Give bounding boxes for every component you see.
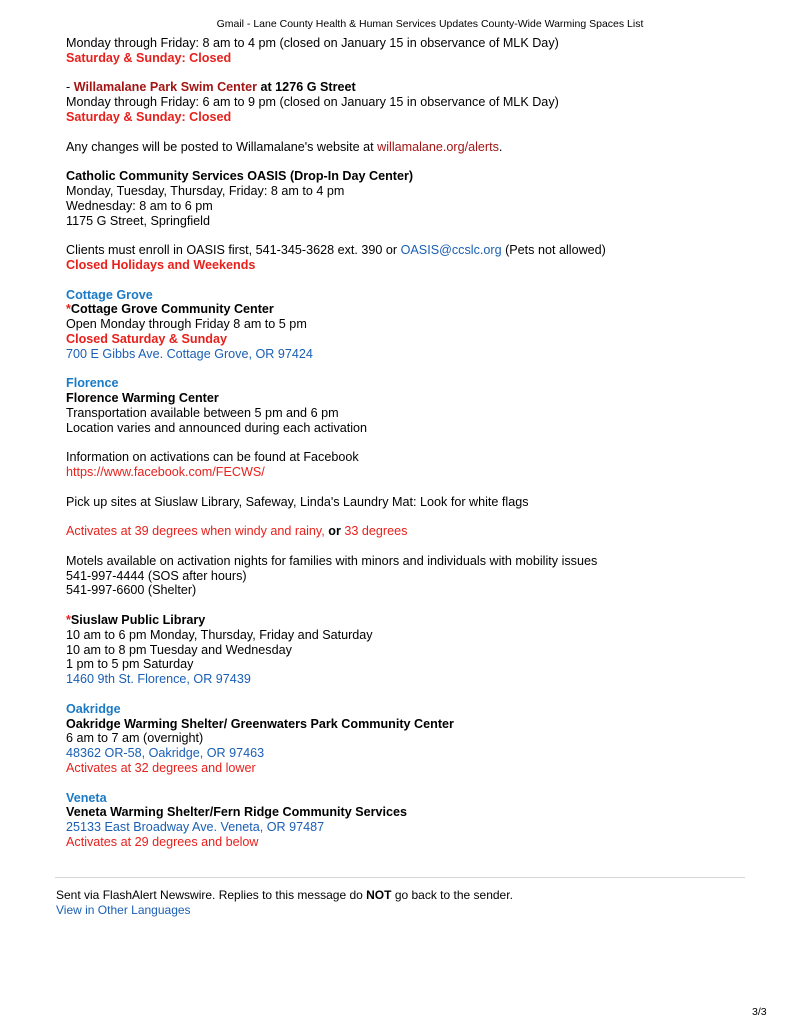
section-heading-florence: Florence: [66, 376, 119, 391]
florence-pickup-sites: Pick up sites at Siuslaw Library, Safeway, Linda's Laundry Mat: Look for white flags: [66, 494, 529, 509]
swim-center-name: Willamalane Park Swim Center: [73, 80, 257, 95]
footer-sent-note: Sent via FlashAlert Newswire. Replies to this message do NOT go back to the sender.: [56, 888, 513, 902]
oakridge-address-link[interactable]: 48362 OR-58, Oakridge, OR 97463: [66, 746, 265, 761]
oasis-hours: Wednesday: 8 am to 6 pm: [66, 198, 213, 213]
page-header: Gmail - Lane County Health & Human Services Updates County-Wide Warming Spaces List: [216, 18, 644, 30]
cottage-grove-center-name: *Cottage Grove Community Center: [66, 302, 274, 317]
veneta-activation-threshold: Activates at 29 degrees and below: [66, 835, 259, 850]
swim-center-title: [66, 80, 756, 95]
oasis-address: 1175 G Street, Springfield: [66, 213, 210, 228]
email-body: [66, 36, 756, 850]
cottage-grove-closed: Closed Saturday & Sunday: [66, 331, 227, 346]
section-heading-cottage-grove: Cottage Grove: [66, 287, 153, 302]
changes-note: Any changes will be posted to Willamalane's website at willamalane.org/alerts.: [66, 139, 503, 154]
florence-info: Information on activations can be found at Facebook: [66, 450, 359, 465]
swim-dash: -: [66, 80, 74, 95]
oasis-title: Catholic Community Services OASIS (Drop-In Day Center): [66, 169, 414, 184]
florence-location: Location varies and announced during each activation: [66, 420, 368, 435]
page-number: 3/3: [752, 1006, 767, 1018]
willamalane-alerts-link[interactable]: willamalane.org/alerts: [377, 139, 499, 154]
oakridge-hours: 6 am to 7 am (overnight): [66, 731, 204, 746]
oasis-enroll-note: Clients must enroll in OASIS first, 541-345-3628 ext. 390 or OASIS@ccslc.org (Pets not allowed): [66, 243, 606, 258]
cottage-grove-address-link[interactable]: 700 E Gibbs Ave. Cottage Grove, OR 97424: [66, 346, 313, 361]
oasis-email-link[interactable]: OASIS@ccslc.org: [400, 243, 502, 258]
swim-center-address: at 1276 G Street: [256, 80, 356, 95]
siuslaw-library-address-link[interactable]: 1460 9th St. Florence, OR 97439: [66, 672, 251, 687]
weekend-closed-notice: Saturday & Sunday: Closed: [66, 50, 232, 65]
veneta-address-link[interactable]: 25133 East Broadway Ave. Veneta, OR 97487: [66, 820, 325, 835]
florence-phone-sos: 541-997-4444 (SOS after hours): [66, 568, 247, 583]
florence-transport: Transportation available between 5 pm and 6 pm: [66, 405, 339, 420]
hours-line: Monday through Friday: 6 am to 9 pm (closed on January 15 in observance of MLK Day): [66, 95, 559, 110]
asterisk-marker: *: [66, 302, 71, 317]
siuslaw-library-name: *Siuslaw Public Library: [66, 613, 206, 628]
florence-facebook-link[interactable]: https://www.facebook.com/FECWS/: [66, 465, 265, 480]
hours-line: Monday through Friday: 8 am to 4 pm (closed on January 15 in observance of MLK Day): [66, 36, 559, 50]
section-heading-oakridge: Oakridge: [66, 701, 121, 716]
email-footer: [56, 888, 746, 918]
oakridge-activation-threshold: Activates at 32 degrees and lower: [66, 761, 256, 776]
oasis-hours: Monday, Tuesday, Thursday, Friday: 8 am to 4 pm: [66, 183, 345, 198]
florence-center-name: Florence Warming Center: [66, 391, 219, 406]
weekend-closed-notice: Saturday & Sunday: Closed: [66, 109, 232, 124]
library-hours: 10 am to 8 pm Tuesday and Wednesday: [66, 642, 292, 657]
library-hours: 10 am to 6 pm Monday, Thursday, Friday and Saturday: [66, 627, 373, 642]
library-hours: 1 pm to 5 pm Saturday: [66, 657, 194, 672]
veneta-shelter-name: Veneta Warming Shelter/Fern Ridge Community Services: [66, 805, 408, 820]
footer-divider: [55, 877, 745, 878]
florence-activation-threshold: Activates at 39 degrees when windy and rainy, or 33 degrees: [66, 524, 408, 539]
cottage-grove-hours: Open Monday through Friday 8 am to 5 pm: [66, 317, 307, 332]
florence-phone-shelter: 541-997-6600 (Shelter): [66, 583, 197, 598]
oasis-closed-notice: Closed Holidays and Weekends: [66, 257, 256, 272]
florence-motels: Motels available on activation nights for families with minors and individuals with mobility issues: [66, 553, 598, 568]
oakridge-shelter-name: Oakridge Warming Shelter/ Greenwaters Park Community Center: [66, 716, 454, 731]
view-other-languages-link[interactable]: View in Other Languages: [56, 903, 191, 917]
asterisk-marker: *: [66, 613, 71, 628]
section-heading-veneta: Veneta: [66, 790, 107, 805]
